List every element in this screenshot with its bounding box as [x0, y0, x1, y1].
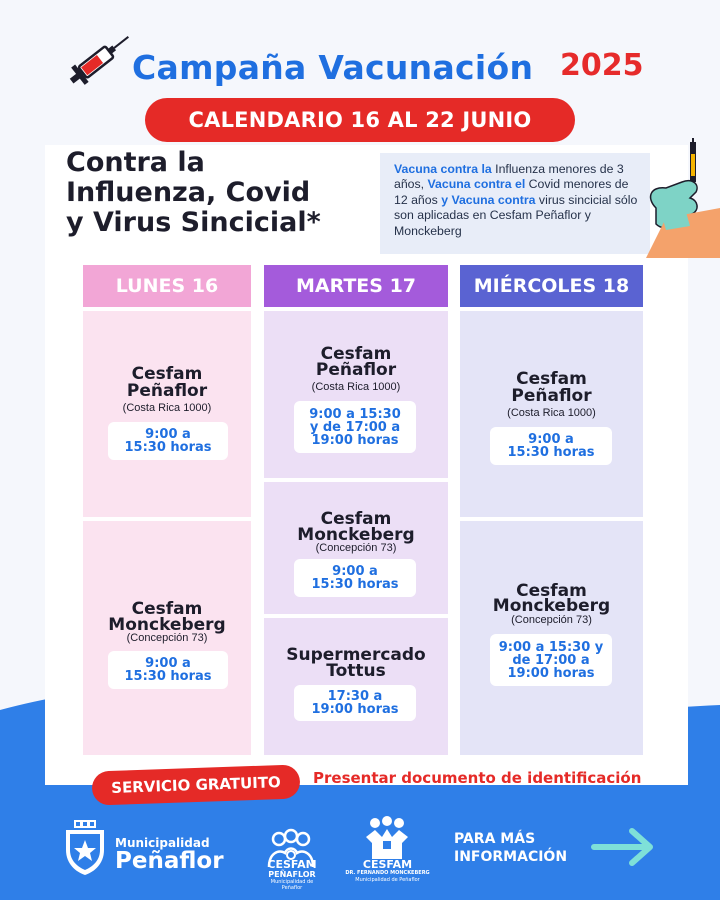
municipality-name: Peñaflor [115, 848, 224, 874]
schedule-slot [83, 521, 251, 755]
slot-time: 9:00 a 15:30 horas [108, 422, 228, 460]
slot-place: Peñaflor [126, 381, 208, 401]
note-text: Influenza menores de 3 años, [394, 162, 624, 192]
gloved-hand-syringe-illustration [626, 138, 720, 258]
cesfam-monckeberg-caption: Municipalidad de Peñaflor [355, 877, 420, 883]
subtitle-line: Influenza, Covid [66, 177, 311, 208]
vaccine-note [380, 153, 650, 254]
id-requirement-text: Presentar documento de identificación [313, 769, 642, 787]
cesfam-penaflor-caption: Municipalidad de Peñaflor [270, 879, 314, 891]
slot-place: Cesfam [516, 369, 587, 389]
slot-time: 17:30 a 19:00 horas [294, 685, 416, 721]
slot-place: Supermercado [286, 645, 426, 665]
note-highlight: Vacuna contra la [394, 162, 492, 176]
campaign-title: Campaña Vacunación [132, 48, 534, 87]
slot-address: (Costa Rica 1000) [311, 381, 401, 393]
note-highlight: Vacuna contra el [427, 177, 526, 192]
more-info-line: INFORMACIÓN [454, 849, 568, 865]
slot-place: Monckeberg [108, 615, 226, 635]
slot-address: (Costa Rica 1000) [122, 402, 212, 414]
cesfam-monckeberg-label: CESFAM [362, 858, 413, 871]
subtitle-line: Contra la [66, 147, 205, 178]
schedule-slot [460, 521, 643, 755]
slot-address: (Concepción 73) [511, 614, 592, 626]
syringe-icon [64, 28, 136, 90]
subtitle-line: y Virus Sincicial* [66, 207, 321, 238]
slot-time: 9:00 a 15:30 horas [294, 559, 416, 597]
slot-time: 9:00 a 15:30 y de 17:00 a 19:00 horas [490, 634, 612, 686]
day-header-lunes: LUNES 16 [83, 265, 251, 307]
slot-place: Monckeberg [492, 596, 611, 616]
schedule-slot [83, 311, 251, 517]
cesfam-monckeberg-sub: DR. FERNANDO MONCKEBERG [345, 870, 430, 876]
more-info-line: PARA MÁS [454, 831, 536, 847]
note-highlight: y Vacuna contra [441, 192, 536, 207]
slot-address: (Costa Rica 1000) [507, 407, 596, 419]
date-range-banner: CALENDARIO 16 AL 22 JUNIO [145, 98, 575, 142]
day-header-martes: MARTES 17 [264, 265, 448, 307]
slot-address: (Concepción 73) [126, 632, 208, 644]
schedule-slot [264, 618, 448, 755]
slot-place: Cesfam [320, 509, 392, 529]
slot-place: Tottus [326, 661, 386, 681]
schedule-slot [460, 311, 643, 517]
slot-place: Monckeberg [297, 525, 415, 545]
day-header-miercoles: MIÉRCOLES 18 [460, 265, 643, 307]
schedule-slot [264, 311, 448, 478]
slot-place: Peñaflor [315, 360, 397, 380]
slot-address: (Concepción 73) [315, 542, 397, 554]
arrow-right-icon[interactable] [590, 826, 658, 868]
vaccine-subtitle [66, 148, 366, 238]
cesfam-monckeberg-logo-icon [362, 815, 412, 860]
schedule-slot [264, 482, 448, 614]
slot-place: Cesfam [131, 599, 203, 619]
campaign-year: 2025 [560, 48, 644, 83]
slot-place: Cesfam [320, 344, 392, 364]
more-info-text[interactable] [454, 830, 567, 866]
cesfam-penaflor-sub: PEÑAFLOR [268, 870, 316, 879]
municipality-shield-icon [62, 820, 108, 876]
slot-time: 9:00 a 15:30 y de 17:00 a 19:00 horas [294, 401, 416, 453]
slot-place: Cesfam [516, 581, 587, 601]
slot-place: Cesfam [131, 364, 203, 384]
free-service-badge: SERVICIO GRATUITO [91, 764, 300, 805]
cesfam-penaflor-label: CESFAM [267, 858, 317, 871]
note-text: Covid menores de 12 años [394, 177, 629, 207]
note-text: virus sincicial sólo son aplicadas en Cesfam Peñaflor y Monckeberg [394, 192, 638, 238]
municipality-label: Municipalidad [115, 836, 210, 850]
slot-time: 9:00 a 15:30 horas [490, 427, 612, 465]
slot-time: 9:00 a 15:30 horas [108, 651, 228, 689]
slot-place: Peñaflor [511, 386, 592, 406]
